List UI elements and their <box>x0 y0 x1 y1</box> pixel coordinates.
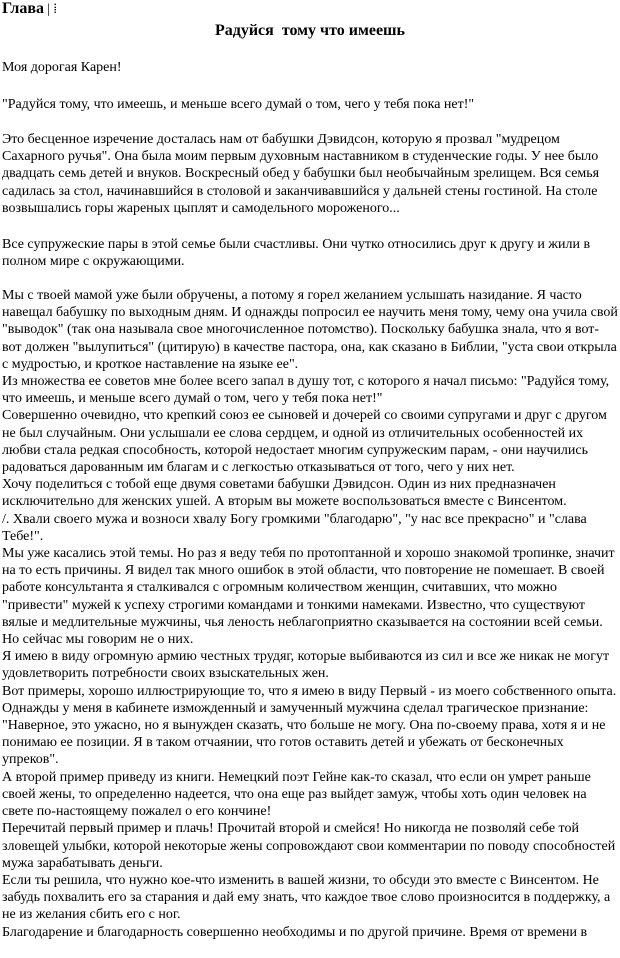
salutation: Моя дорогая Карен! <box>2 60 122 75</box>
paragraph-block-2 <box>2 236 618 270</box>
epigraph-quote: "Радуйся тому, что имеешь, и меньше всего думай о том, чего у тебя пока нет!" <box>2 97 475 112</box>
chapter-label: Глава <box>2 0 44 17</box>
paragraph: Вот примеры, хорошо иллюстрирующие то, что я имею в виду Первый - из моего собственного опыта. <box>2 683 617 699</box>
paragraph: Из множества ее советов мне более всего запал в душу тот, с которого я начал письмо: "Радуйся тому, что имеешь, и меньше всего думай о том, чего у тебя пока нет!" <box>2 374 610 407</box>
paragraph: Если ты решила, что нужно кое-что изменить в вашей жизни, то обсуди это вместе с Винсентом. Не забудь похвалить его за старания и дай ему знать, что каждое твое слово произносится в поддержку, а не из желания сбить его с ног. <box>2 872 611 923</box>
paragraph-block-3 <box>2 287 618 941</box>
paragraph: Это бесценное изречение досталась нам от бабушки Дэвидсон, которую я прозвал "мудрецом Сахарного ручья". Она была моим первым духовным наставником в студенческие годы. У нее было двадцать семь детей и внуков. Воскресный обед у бабушки был необычайным зрелищем. Вся семья садилась за стол, начинавшийся в столовой и заканчивавшийся у дальней стены гостиной. На столе возвышались горы жареных цыплят и самодельного мороженого... <box>2 132 600 216</box>
page-title: Радуйся тому что имеешь <box>214 22 406 39</box>
paragraph: Все супружеские пары в этой семье были счастливы. Они чутко относились друг к другу и жили в полном мире с окружающими. <box>2 237 591 270</box>
paragraph: Однажды у меня в кабинете изможденный и замученный мужчина сделал трагическое признание: "Наверное, это ужасно, но я вынужден сказать, что больше не могу. Она по-своему права, хотя я и не понимаю ее позиции. Я в таком отчаянии, что готов оставить детей и убежать от бесконечных упреков". <box>2 700 606 768</box>
paragraph: Мы с твоей мамой уже были обручены, а потому я горел желанием услышать назидание. Я часто навещал бабушку по выходным дням. И однажды попросил ее научить меня тому, чему она учила свой "выводок" (так она называла свое многочисленное потомство). Поскольку бабушка знала, что я вот-вот должен "вылупиться" (цитирую) в качестве пастора, она, как сказано в Библии, "уста свои открыла с мудростью, и кроткое наставление на языке ее". <box>2 288 618 372</box>
chapter-heading <box>2 0 57 19</box>
paragraph: Благодарение и благодарность совершенно необходимы и по другой причине. Время от времени в <box>2 924 588 940</box>
paragraph: Мы уже касались этой темы. Но раз я веду тебя по протоптанной и хорошо знакомой тропинке, значит на то есть причины. Я видел так много ошибок в этой области, что повторение не помешает. В своей работе консультанта я сталкивался с огромным количеством женщин, считавших, что можно "привести" мужей к успеху строгими командами и тонкими намеками. Известно, что существуют вялые и медлительные мужчины, чья леность неблагоприятно сказывается на состоянии всей семьи. Но сейчас мы говорим не о них. <box>2 546 615 648</box>
paragraph: Я имею в виду огромную армию честных трудяг, которые выбиваются из сил и все же никак не могут удовлетворить потребности своих взыскательных жен. <box>2 649 610 682</box>
paragraph: Перечитай первый пример и плачь! Прочитай второй и смейся! Но никогда не позволяй себе той зловещей улыбки, которой некоторые жены сопровождают свои комментарии по поводу способностей мужа зарабатывать деньги. <box>2 821 616 871</box>
paragraph: Хочу поделиться с тобой еще двумя советами бабушки Дэвидсон. Один из них предназначен исключительно для женских ушей. А вторым вы можете воспользоваться вместе с Винсентом. <box>2 477 567 510</box>
paragraph: /. Хвали своего мужа и возноси хвалу Богу громкими "благодарю", "у нас все прекрасно" и "слава Тебе!". <box>2 511 587 544</box>
chapter-number-mark: | ⁞ <box>47 2 58 17</box>
paragraph-block-1 <box>2 131 618 217</box>
paragraph: А второй пример приведу из книги. Немецкий поэт Гейне как-то сказал, что если он умрет раньше своей жены, то определенно надеется, что она еще раз выйдет замуж, чтобы хоть один человек на свете по-настоящему пожалел о его кончине! <box>2 769 591 820</box>
paragraph: Совершенно очевидно, что крепкий союз ее сыновей и дочерей со своими супругами и друг с другом не был случайным. Они услышали ее слова сердцем, и одной из отличительных особенностей их любви стала редкая способность, которой недостает многим супружеским парам, - они научились радоваться дарованным им благам и с легкостью отказываться от того, чего у них нет. <box>2 408 607 476</box>
